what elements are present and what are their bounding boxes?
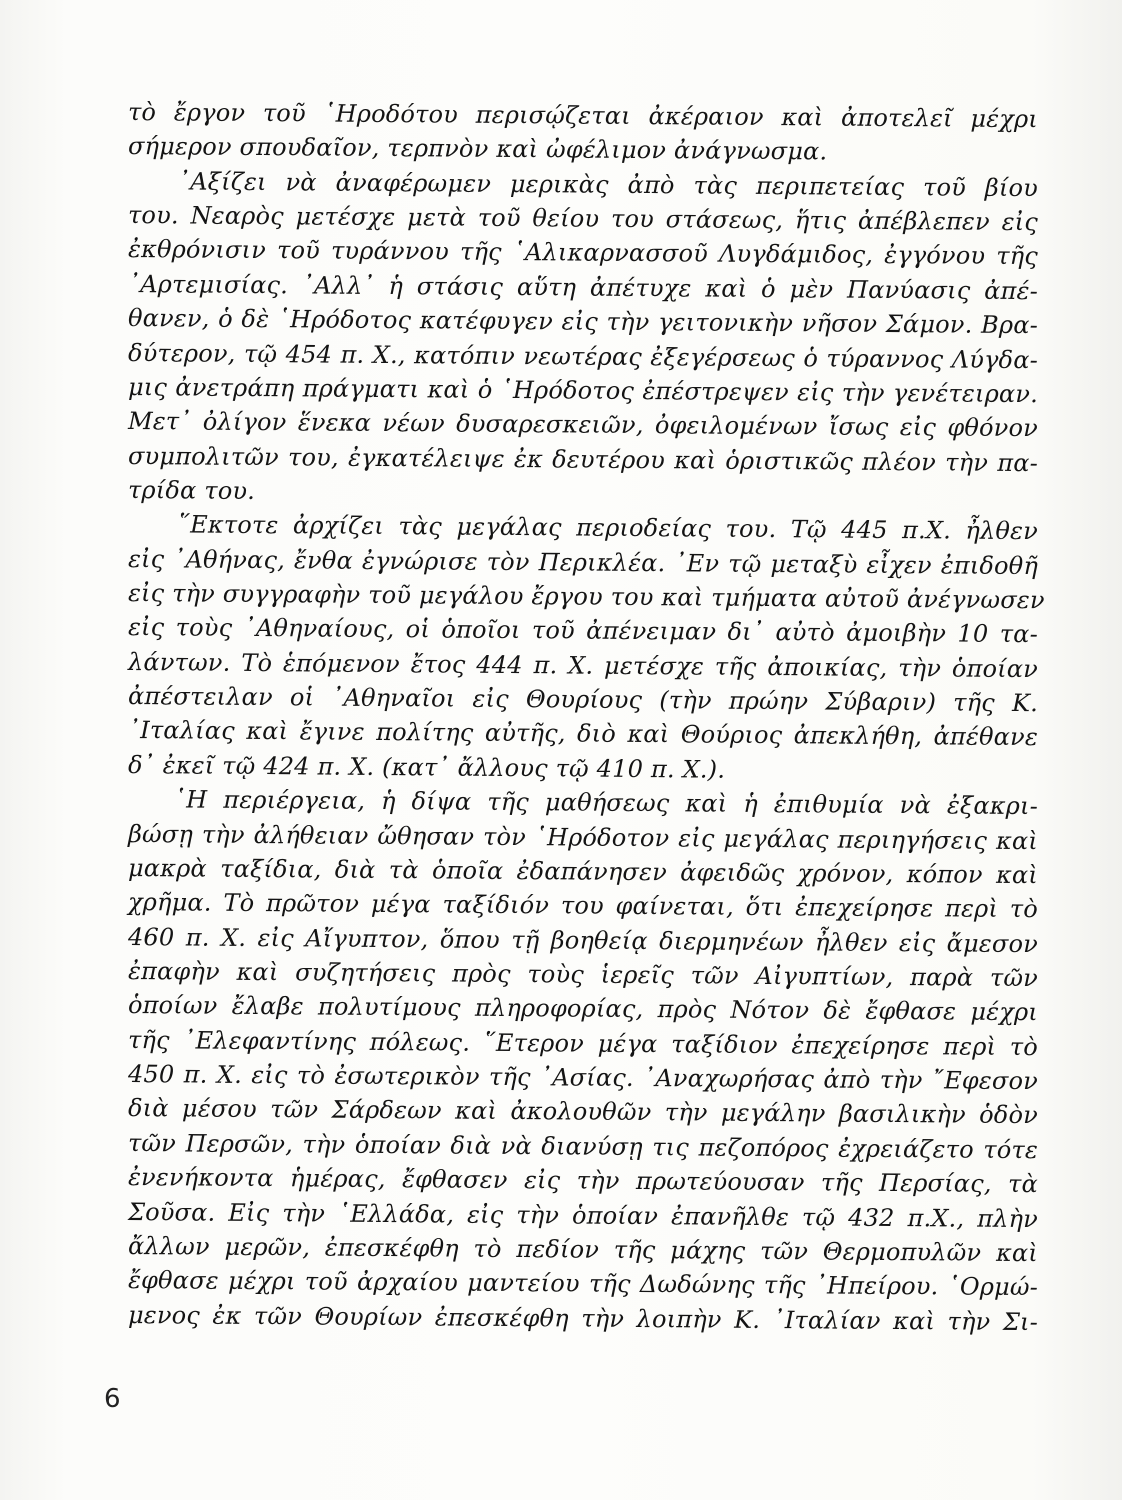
text-line: ἀπέστειλαν οἱ ᾿Αθηναῖοι εἰς Θουρίους (τὴν πρώην Σύβαριν) τῆς Κ.: [127, 682, 1039, 718]
paragraph-start-line: ᾿Αξίζει νὰ ἀναφέρωμεν μερικὰς ἀπὸ τὰς περιπετείας τοῦ βίου: [177, 167, 1039, 202]
text-line: μενος ἐκ τῶν Θουρίων ἐπεσκέφθη τὴν λοιπὴν Κ. ᾿Ιταλίαν καὶ τὴν Σι-: [127, 1300, 1039, 1336]
text-line: ᾿Αρτεμισίας. ᾿Αλλ᾿ ἡ στάσις αὕτη ἀπέτυχε καὶ ὁ μὲν Πανύασις ἀπέ-: [127, 269, 1039, 305]
paragraph-start-line: ῞Εκτοτε ἀρχίζει τὰς μεγάλας περιοδείας του. Τῷ 445 π.Χ. ἦλθεν: [177, 510, 1039, 546]
text-line: ἐπαφὴν καὶ συζητήσεις πρὸς τοὺς ἱερεῖς τῶν Αἰγυπτίων, παρὰ τῶν: [127, 956, 1039, 993]
text-line: εἰς ᾿Αθήνας, ἔνθα ἐγνώρισε τὸν Περικλέα. ᾿Εν τῷ μεταξὺ εἶχεν ἐπιδοθῆ: [127, 544, 1039, 580]
text-line: ἐκθρόνισιν τοῦ τυράννου τῆς ῾Αλικαρνασσοῦ Λυγδάμιδος, ἐγγόνου τῆς: [127, 235, 1039, 271]
text-line: δύτερον, τῷ 454 π. Χ., κατόπιν νεωτέρας ἐξεγέρσεως ὁ τύραννος Λύγδα-: [127, 338, 1039, 374]
text-line: 450 π. Χ. εἰς τὸ ἐσωτερικὸν τῆς ᾿Ασίας. ᾿Αναχωρήσας ἀπὸ τὴν ῎Εφεσον: [127, 1060, 1039, 1096]
text-line: λάντων. Τὸ ἑπόμενον ἔτος 444 π. Χ. μετέσχε τῆς ἀποικίας, τὴν ὁποίαν: [127, 647, 1039, 683]
text-line: μακρὰ ταξίδια, διὰ τὰ ὁποῖα ἐδαπάνησεν ἀφειδῶς χρόνον, κόπον καὶ: [127, 853, 1039, 890]
page-number: 6: [104, 1384, 121, 1414]
text-line: διὰ μέσου τῶν Σάρδεων καὶ ἀκολουθῶν τὴν μεγάλην βασιλικὴν ὁδὸν: [127, 1094, 1039, 1130]
text-line: μις ἀνετράπη πράγματι καὶ ὁ ῾Ηρόδοτος ἐπέστρεψεν εἰς τὴν γενέτειραν.: [127, 372, 1039, 409]
text-line: ᾿Ιταλίας καὶ ἔγινε πολίτης αὐτῆς, διὸ καὶ Θούριος ἀπεκλήθη, ἀπέθανε: [127, 716, 1039, 752]
text-line: χρῆμα. Τὸ πρῶτον μέγα ταξίδιόν του φαίνεται, ὅτι ἐπεχείρησε περὶ τὸ: [127, 888, 1039, 924]
body-text: [127, 95, 1045, 1336]
text-line: τῶν Περσῶν, τὴν ὁποίαν διὰ νὰ διανύσῃ τις πεζοπόρος ἐχρειάζετο τότε: [127, 1128, 1039, 1164]
text-line: βώσῃ τὴν ἀλήθειαν ὤθησαν τὸν ῾Ηρόδοτον εἰς μεγάλας περιηγήσεις καὶ: [127, 819, 1039, 855]
text-line: Μετ᾿ ὀλίγον ἕνεκα νέων δυσαρεσκειῶν, ὀφειλομένων ἴσως εἰς φθόνον: [127, 407, 1039, 443]
text-line: τῆς ᾿Ελεφαντίνης πόλεως. ῞Ετερον μέγα ταξίδιον ἐπεχείρησε περὶ τὸ: [127, 1025, 1039, 1061]
text-line: τὸ ἔργον τοῦ ῾Ηροδότου περισῴζεται ἀκέραιον καὶ ἀποτελεῖ μέχρι: [127, 98, 1039, 134]
text-line: ὁποίων ἔλαβε πολυτίμους πληροφορίας, πρὸς Νότον δὲ ἔφθασε μέχρι: [127, 991, 1039, 1027]
text-line: σήμερον σπουδαῖον, τερπνὸν καὶ ὠφέλιμον ἀνάγνωσμα.: [127, 132, 828, 166]
text-line: εἰς τὴν συγγραφὴν τοῦ μεγάλου ἔργου του καὶ τμήματα αὐτοῦ ἀνέγνωσεν: [127, 579, 1045, 615]
text-line: ἐνενήκοντα ἡμέρας, ἔφθασεν εἰς τὴν πρωτεύουσαν τῆς Περσίας, τὰ: [127, 1163, 1039, 1199]
text-line: του. Νεαρὸς μετέσχε μετὰ τοῦ θείου του στάσεως, ἥτις ἀπέβλεπεν εἰς: [127, 201, 1039, 237]
text-line: Σοῦσα. Εἰς τὴν ῾Ελλάδα, εἰς τὴν ὁποίαν ἐπανῆλθε τῷ 432 π.Χ., πλὴν: [127, 1197, 1039, 1233]
text-line: ἄλλων μερῶν, ἐπεσκέφθη τὸ πεδίον τῆς μάχης τῶν Θερμοπυλῶν καὶ: [127, 1231, 1039, 1268]
text-line: θανεν, ὁ δὲ ῾Ηρόδοτος κατέφυγεν εἰς τὴν γειτονικὴν νῆσον Σάμον. Βρα-: [127, 304, 1039, 340]
text-line: 460 π. Χ. εἰς Αἴγυπτον, ὅπου τῇ βοηθείᾳ διερμηνέων ἦλθεν εἰς ἄμεσον: [127, 922, 1039, 958]
paragraph-start-line: ῾Η περιέργεια, ἡ δίψα τῆς μαθήσεως καὶ ἡ ἐπιθυμία νὰ ἐξακρι-: [173, 785, 1039, 821]
text-line: δ᾿ ἐκεῖ τῷ 424 π. Χ. (κατ᾿ ἄλλους τῷ 410 π. Χ.).: [127, 750, 726, 784]
text-line: συμπολιτῶν του, ἐγκατέλειψε ἐκ δευτέρου καὶ ὁριστικῶς πλέον τὴν πα-: [127, 441, 1039, 477]
text-line: εἰς τοὺς ᾿Αθηναίους, οἱ ὁποῖοι τοῦ ἀπένειμαν δι᾿ αὐτὸ ἀμοιβὴν 10 τα-: [127, 613, 1039, 649]
text-line: τρίδα του.: [127, 475, 256, 505]
text-line: ἔφθασε μέχρι τοῦ ἀρχαίου μαντείου τῆς Δωδώνης τῆς ᾿Ηπείρου. ῾Ορμώ-: [127, 1266, 1039, 1302]
